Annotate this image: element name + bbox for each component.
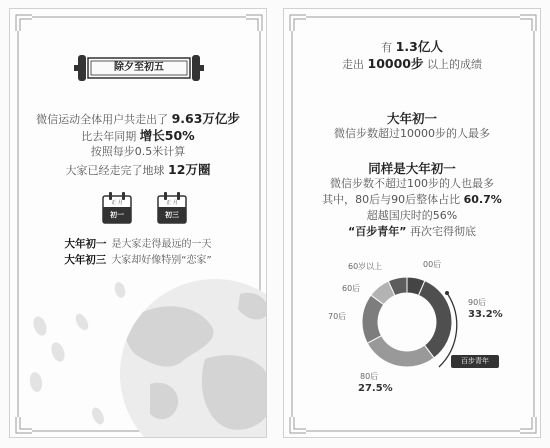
pct-80s: 27.5% — [358, 383, 393, 394]
label-80s: 80后 — [360, 372, 379, 381]
highlight-text: 1.3亿人 — [395, 39, 443, 54]
text-span: 微信步数不超过100步的人也最多 — [330, 177, 494, 190]
highlight-text: 60.7% — [463, 193, 502, 206]
text-line — [10, 160, 266, 178]
title-scroll-banner — [74, 55, 204, 81]
label-60plus: 60岁以上 — [348, 262, 383, 271]
highlight-text: “百步青年” — [348, 225, 407, 238]
text-line — [284, 175, 540, 191]
pct-90s: 33.2% — [468, 309, 503, 320]
calendar-month: 正 月 — [166, 200, 178, 206]
description-day: 大年初三 — [64, 254, 107, 266]
highlight-text: 增长50% — [139, 128, 195, 143]
label-00: 00后 — [423, 260, 442, 269]
description-text: 大家却好像特别“恋家” — [111, 255, 212, 266]
text-span: 有 — [381, 41, 396, 54]
tag-badge: 百步青年 — [451, 355, 499, 368]
description-row — [10, 235, 266, 251]
text-line — [10, 126, 266, 144]
text-line — [284, 191, 540, 207]
label-70s: 70后 — [328, 312, 347, 321]
text-span: 其中，80后与90后整体占比 — [322, 193, 464, 206]
block2-title: 同样是大年初一 — [368, 161, 456, 176]
text-span: 按照每步0.5米计算 — [90, 145, 186, 158]
right-panel — [283, 8, 541, 438]
block1-title: 大年初一 — [386, 111, 437, 126]
label-60s: 60后 — [342, 284, 361, 293]
left-panel — [9, 8, 267, 438]
block1-text: 微信步数超过10000步的人最多 — [334, 127, 490, 140]
calendar-day: 初三 — [165, 211, 179, 219]
text-span: 大家已经走完了地球 — [65, 164, 169, 177]
description-day: 大年初一 — [64, 238, 107, 250]
highlight-text: 10000步 — [367, 56, 424, 71]
text-span: 再次宅得彻底 — [406, 225, 476, 238]
calendar-icon-day1 — [100, 191, 134, 225]
calendar-icon-day3 — [155, 191, 189, 225]
highlight-text: 12万圈 — [168, 162, 211, 177]
text-line — [284, 37, 540, 55]
text-line — [284, 207, 540, 223]
highlight-text: 9.63万亿步 — [171, 111, 240, 126]
globe-illustration — [10, 264, 267, 438]
text-span: 微信运动全体用户共走出了 — [36, 113, 172, 126]
footprint-icon — [28, 281, 127, 426]
text-line — [10, 109, 266, 127]
text-span: 走出 — [342, 58, 368, 71]
text-span: 比去年同期 — [81, 130, 140, 143]
text-span: 以上的成绩 — [423, 58, 482, 71]
calendar-day: 初一 — [110, 211, 124, 219]
text-line — [284, 54, 540, 72]
donut-chart — [284, 259, 541, 438]
text-line — [284, 223, 540, 239]
text-line — [10, 143, 266, 159]
calendar-month: 正 月 — [111, 200, 123, 206]
description-text: 是大家走得最远的一天 — [111, 239, 212, 250]
label-90s: 90后 — [468, 298, 487, 307]
text-span: 超越国庆时的56% — [366, 209, 458, 222]
page-title: 除夕至初五 — [114, 62, 164, 73]
